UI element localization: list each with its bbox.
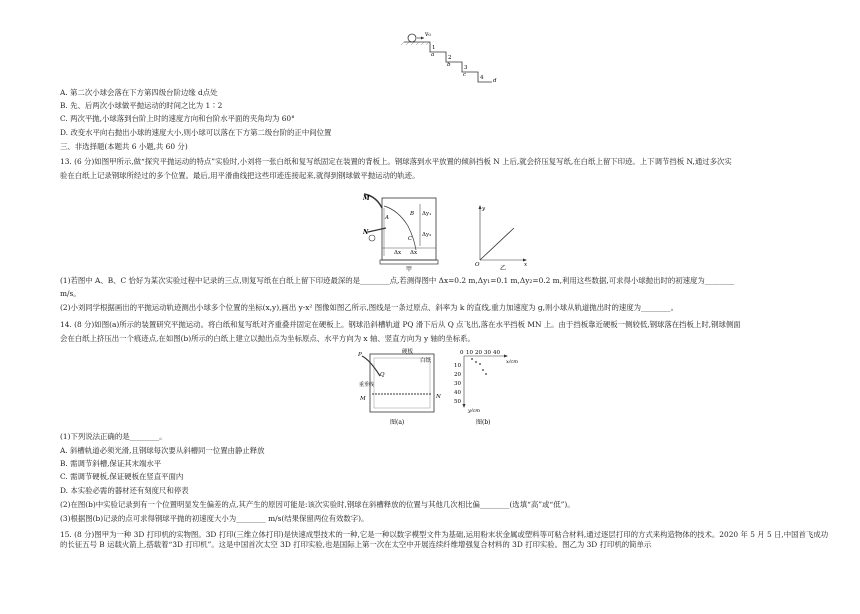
fig-b-ytick-30: 30 [454,381,461,387]
q13-stem-line-1: 13. (6 分)如图甲所示,做“探究平抛运动的特点”实验时,小刘将一张白纸和复写纸固定在装置的背板上。钢球落到水平放置的倾斜挡板 N 上后,就会挤压复写纸,在白纸上留下印迹。上下调节挡板 N,通过多次实 [60,157,732,166]
q14-option-b: B. 需调节斜槽,保证其末端水平 [60,459,162,468]
q13-figure-yi [474,202,534,272]
stairs-figure [400,30,510,85]
step-c-label: c [463,72,467,78]
chute-pq [362,356,380,376]
fig-b-point [479,363,481,365]
fig-b-ytick-50: 50 [454,399,461,405]
fig-b-point [482,369,484,371]
jia-label-dy1: Δy₁ [422,211,432,217]
jia-label-m: M [363,195,370,202]
step-4-label: 4 [480,75,484,81]
n-knob-icon [369,235,375,241]
ball-icon [408,34,416,42]
jia-label-b: B [410,211,415,217]
q14-stem-line-1: 14. (8 分)如图(a)所示的装置研究平抛运动。将白纸和复写纸对齐重叠并固定在硬板上。钢球沿斜槽轨道 PQ 滑下后从 Q 点飞出,落在水平挡板 MN 上。由于挡板靠近硬板一侧较低,钢球落在挡板上时,钢球侧面 [60,320,741,329]
stairs-diagram [400,30,510,85]
baffle-n [368,228,386,232]
fig-b-yunit: y/cm [468,408,481,414]
backboard [382,198,436,260]
fig-b-graph [450,346,530,430]
q14-option-d: D. 本实验必需的器材还有刻度尺和停表 [60,486,189,495]
q14-sub1: (1)下列说法正确的是________。 [60,432,167,441]
fig-b-caption: 图(b) [476,419,491,426]
step-b-label: b [447,62,451,68]
fig-b-xtick-10: 10 [466,350,473,356]
jia-diagram [362,186,472,272]
q15-stem: 15. (8 分)图甲为一种 3D 打印机的实物图。3D 打印(三维立体打印)是快速成型技术的一种,它是一种以数字模型文件为基础,运用粉末状金属或塑料等可粘合材料,通过逐层打印的方式来构造物体的技术。2020 年 5 月 5 日,中国首飞成功的长征五号 B 运载火箭上,搭载着“3D 打印机”。这是中国首次太空 3D 打印实验,也是国际上第一次在太空中开展连续纤维增强复合材料的 3D 打印实验。图乙为 3D 打印机的简单示 [60,530,829,549]
stand-base [380,260,438,264]
fig-a-label-p: P [358,352,362,358]
fig-b-y-arrow [463,404,466,408]
jia-label-c: C [408,236,413,242]
fig-b-xtick-30: 30 [484,350,491,356]
q14-figure-b [450,346,530,430]
fig-b-origin: 0 [460,350,464,356]
fig-b-x-arrow [504,355,508,358]
fig-b-ytick-40: 40 [454,390,461,396]
fig-a-label-q: Q [380,372,385,378]
jia-caption: 甲 [406,266,413,272]
q14-option-c: C. 需调节硬板,保证硬板在竖直平面内 [60,472,184,481]
yi-label-y: y [482,206,486,212]
jia-label-dx1: Δx [394,250,402,256]
q12-option-c: C. 两次平抛,小球落到台阶上时的速度方向和台阶水平面的夹角均为 60° [60,114,295,123]
step-2-label: 2 [448,55,452,61]
fig-a-diagram [358,346,450,430]
q12-option-a: A. 第二次小球会落在下方第四级台阶边缘 d点处 [60,88,218,97]
v0-label: v₀ [425,31,431,38]
section-3-heading: 三、非选择题(本题共 6 小题,共 60 分) [60,142,188,151]
jia-label-n: N [363,229,369,236]
q13-sub1-line-2: m/s。 [60,289,81,298]
fig-b-point [485,373,487,375]
yi-line [480,228,514,260]
fig-a-label-paper: 白纸 [420,358,432,364]
q14-sub2: (2)在图(b)中实验记录到有一个位置明显发生偏差的点,其产生的原因可能是:该次实验时,钢球在斜槽释放的位置与其他几次相比偏________(选填“高”或“低”)。 [60,500,575,509]
stair-hatching [401,42,429,45]
step-d-label: d [493,78,497,84]
jia-label-dy2: Δy₂ [422,232,432,238]
fig-b-xtick-20: 20 [475,350,482,356]
q12-option-d: D. 改变水平向右抛出小球的速度大小,则小球可以落在下方第二级台阶的正中间位置 [60,128,332,137]
step-a-label: a [431,52,435,58]
fig-a-label-plumb: 重垂线 [359,382,375,388]
yi-label-x: x [524,262,528,268]
fig-b-ytick-20: 20 [454,372,461,378]
q13-sub1-line-1: (1)若图中 A、B、C 恰好为某次实验过程中记录的三点,则复写纸在白纸上留下印迹最深的是________点,若测得图中 Δx=0.2 m,Δy₁=0.1 m,Δy₂=0.2 m,利用这些数据,可求得小球抛出时的初速度为________ [60,276,735,285]
q13-stem-line-2: 验在白纸上记录钢球所经过的多个位置。最后,用平滑曲线把这些印迹连接起来,就得到钢球做平抛运动的轨迹。 [60,171,420,180]
fig-b-xunit: x/cm [506,359,519,365]
fig-b-ytick-10: 10 [454,363,461,369]
fig-a-caption: 图(a) [390,419,405,426]
q14-figure-a [358,346,450,430]
fig-a-label-m: M [360,396,366,402]
fig-b-point [471,358,473,360]
step-1-label: 1 [432,45,436,51]
fig-b-point [475,361,477,363]
q14-option-a: A. 斜槽轨道必须光滑,且钢球每次要从斜槽同一位置由静止释放 [60,446,265,455]
q14-stem-line-2: 会在白纸上挤压出一个痕迹点,在如图(b)所示的白纸上建立以抛出点为坐标原点、水平方向为 x 轴、竖直方向为 y 轴的坐标系。 [60,334,475,343]
yi-label-o: O [475,262,480,268]
q13-figure-jia [362,186,472,272]
q14-sub3: (3)根据图(b)记录的点可求得钢球平抛的初速度大小为________ m/s(结果保留两位有效数字)。 [60,514,369,523]
jia-label-a: A [385,215,389,221]
yi-caption: 乙 [500,265,507,272]
fig-b-xtick-40: 40 [493,350,500,356]
fig-a-label-n: N [436,394,441,400]
q12-option-b: B. 先、后两次小球做平抛运动的时间之比为 1∶2 [60,101,223,110]
q13-sub2: (2)小刘同学根据画出的平抛运动轨迹测出小球多个位置的坐标(x,y),画出 y-x² 图像如图乙所示,图线是一条过原点、斜率为 k 的直线,重力加速度为 g,则小球从轨道抛出时的速度为________。 [60,303,678,312]
step-3-label: 3 [464,65,468,71]
jia-label-dx2: Δx [410,250,418,256]
yi-graph [474,202,534,272]
white-paper [374,358,430,408]
fig-a-label-board: 硬板 [402,349,414,355]
v0-arrow-head [421,37,424,40]
